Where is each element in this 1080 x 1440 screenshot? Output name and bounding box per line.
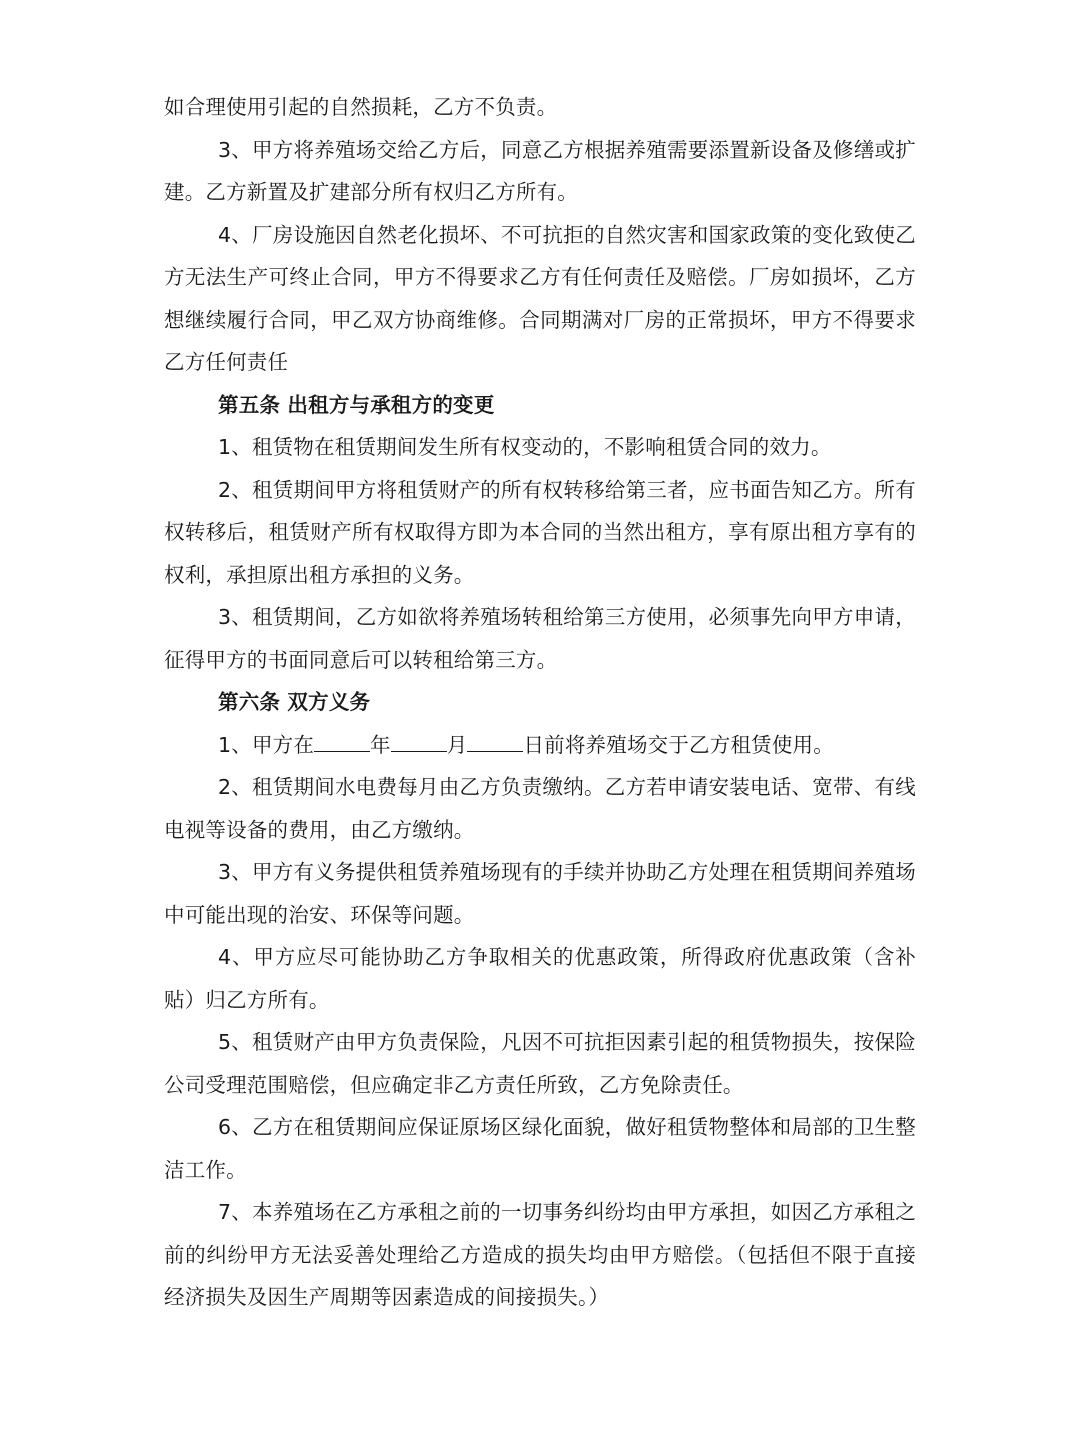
clause-5-2: 2、租赁期间甲方将租赁财产的所有权转移给第三者，应书面告知乙方。所有权转移后，租赁财产所有权取得方即为本合同的当然出租方，享有原出租方享有的权利，承担原出租方承担的义务。: [164, 477, 916, 587]
month-label: 月: [446, 732, 468, 757]
article-5-heading: 第五条 出租方与承租方的变更: [218, 392, 495, 417]
clause-6-6: 6、乙方在租赁期间应保证原场区绿化面貌，做好租赁物整体和局部的卫生整洁工作。: [164, 1115, 916, 1182]
month-blank: [391, 733, 447, 752]
clause-6-4: 4、甲方应尽可能协助乙方争取相关的优惠政策，所得政府优惠政策（含补贴）归乙方所有。: [164, 945, 916, 1012]
clause-5-3: 3、租赁期间，乙方如欲将养殖场转租给第三方使用，必须事先向甲方申请，征得甲方的书面同意后可以转租给第三方。: [164, 605, 916, 672]
year-label: 年: [370, 732, 391, 757]
clause-6-3: 3、甲方有义务提供租赁养殖场现有的手续并协助乙方处理在租赁期间养殖场中可能出现的治安、环保等问题。: [164, 860, 916, 927]
article-6-heading: 第六条 双方义务: [218, 690, 371, 714]
contract-page: [164, 86, 916, 1319]
clause-6-1-start: 1、甲方在: [218, 732, 315, 757]
day-blank: [467, 733, 523, 752]
paragraph-continuation: 如合理使用引起的自然损耗，乙方不负责。: [164, 95, 558, 119]
clause-6-2: 2、租赁期间水电费每月由乙方负责缴纳。乙方若申请安装电话、宽带、有线电视等设备的费用，由乙方缴纳。: [164, 775, 916, 842]
year-blank: [314, 733, 370, 752]
clause-6-7: 7、本养殖场在乙方承租之前的一切事务纠纷均由甲方承担，如因乙方承租之前的纠纷甲方无法妥善处理给乙方造成的损失均由甲方赔偿。（包括但不限于直接经济损失及因生产周期等因素造成的间接损失。）: [164, 1200, 916, 1309]
clause-6-1: [164, 724, 916, 767]
clause-6-5: 5、租赁财产由甲方负责保险，凡因不可抗拒因素引起的租赁物损失，按保险公司受理范围赔偿，但应确定非乙方责任所致，乙方免除责任。: [164, 1030, 916, 1097]
clause-5-1: 1、租赁物在租赁期间发生所有权变动的，不影响租赁合同的效力。: [218, 435, 832, 459]
clause-6-1-end: 日前将养殖场交于乙方租赁使用。: [523, 732, 834, 757]
clause-4-4: 4、厂房设施因自然老化损坏、不可抗拒的自然灾害和国家政策的变化致使乙方无法生产可终止合同，甲方不得要求乙方有任何责任及赔偿。厂房如损坏，乙方想继续履行合同，甲乙双方协商维修。合同期满对厂房的正常损坏，甲方不得要求乙方任何责任: [164, 222, 916, 374]
clause-4-3: 3、甲方将养殖场交给乙方后，同意乙方根据养殖需要添置新设备及修缮或扩建。乙方新置及扩建部分所有权归乙方所有。: [164, 137, 916, 204]
